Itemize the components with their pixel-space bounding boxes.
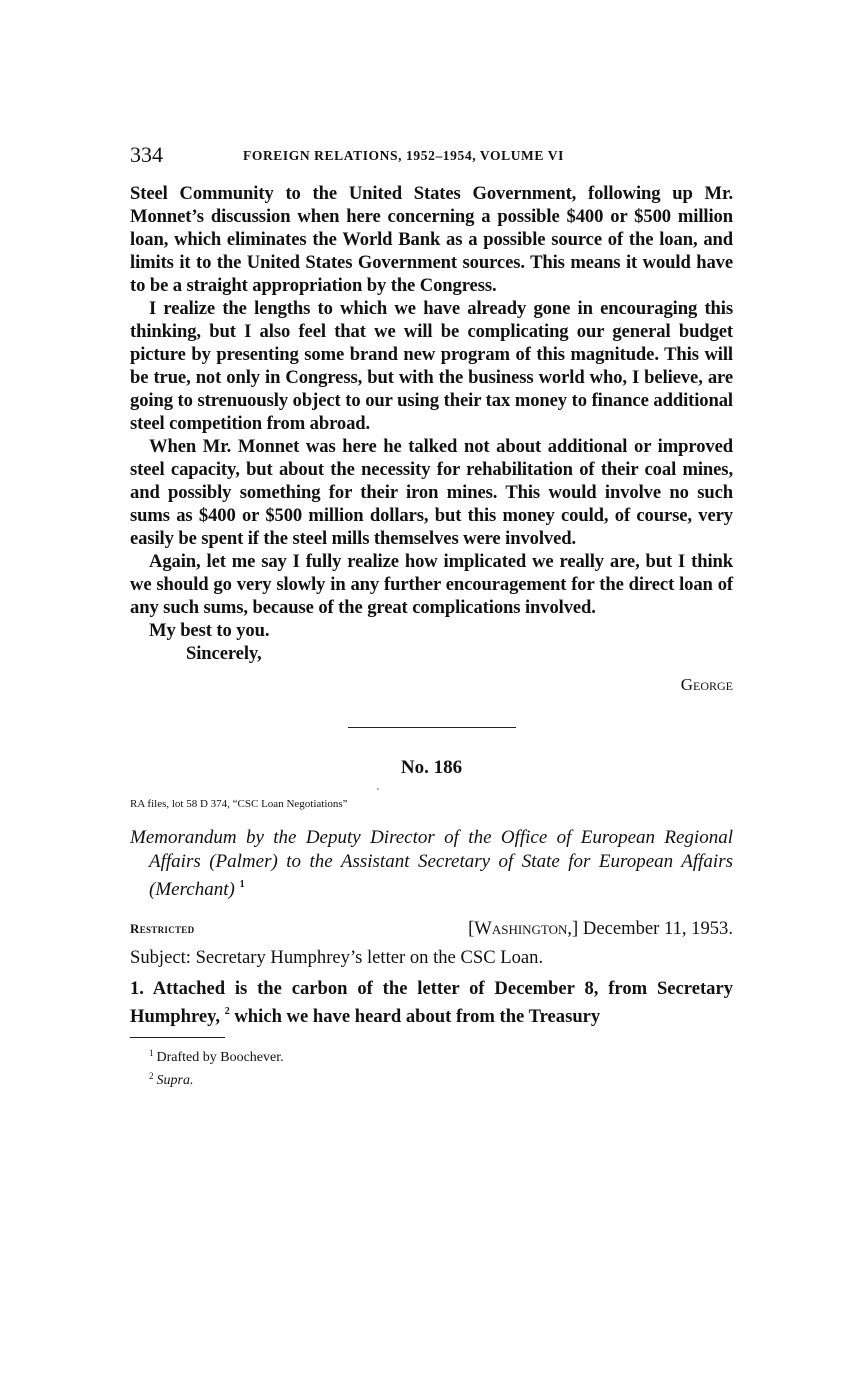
document-number: No. 186: [400, 757, 463, 778]
document-page: [130, 140, 733, 1090]
footnote-number: 1: [149, 1047, 154, 1058]
footnote-rule: [130, 1037, 225, 1038]
footnote-text: Drafted by Boochever.: [156, 1049, 284, 1065]
footnote-ref-1: 1: [239, 879, 245, 890]
letter-paragraph: I realize the lengths to which we have already gone in encouraging this thinking, but I also feel that we will be complicating our general budget picture by presenting some brand new program of this magnitude. This will be true, not only in Congress, but with the business world who, I believe, are going to strenuously object to our using their tax money to finance additional steel competition from abroad.: [130, 298, 733, 434]
print-speck: [377, 788, 379, 790]
subject-line: Subject: Secretary Humphrey’s letter on the CSC Loan.: [130, 946, 544, 968]
memo-paragraph-1: [130, 977, 733, 1028]
letter-body: [130, 182, 733, 665]
footnote-number: 2: [149, 1070, 154, 1081]
signature: George: [680, 675, 733, 694]
classification-label: Restricted: [130, 920, 195, 936]
dateline: [130, 918, 733, 942]
document-title: [130, 826, 733, 902]
source-note: RA files, lot 58 D 374, “CSC Loan Negotiations”: [130, 798, 348, 810]
footnote-ref-2: 2: [224, 1005, 230, 1017]
letter-paragraph: When Mr. Monnet was here he talked not about additional or improved steel capacity, but about the necessity for rehabilitation of their coal mines, and possibly something for their iron mines. This would involve no such sums as $400 or $500 million dollars, but this money could, of course, very easily be spent if the steel mills themselves were involved.: [130, 436, 733, 549]
footnote: [149, 1067, 733, 1090]
page-header: [130, 140, 733, 170]
memo-paragraph-text: 1. Attached is the carbon of the letter of December 8, from Secretary Humphrey,: [130, 977, 733, 1027]
letter-paragraph: Again, let me say I fully realize how implicated we really are, but I think we should go very slowly in any further encouragement for the direct loan of any such sums, because of the great complications involved.: [130, 551, 733, 618]
footnotes: [130, 1044, 733, 1090]
letter-closing: My best to you.: [149, 620, 270, 641]
memo-paragraph-text-cont: which we have heard about from the Treasury: [229, 1005, 601, 1027]
section-divider: [348, 727, 516, 728]
document-title-text: Memorandum by the Deputy Director of the Office of European Regional Affairs (Palmer) to the Assistant Secretary of State for European Affairs (Merchant): [130, 827, 733, 900]
letter-valediction: Sincerely,: [186, 643, 262, 664]
place: [Washington,]: [468, 917, 579, 939]
page-number: 334: [130, 142, 163, 167]
footnote: [149, 1044, 733, 1067]
letter-paragraph: Steel Community to the United States Government, following up Mr. Monnet’s discussion when here concerning a possible $400 or $500 million loan, which eliminates the World Bank as a possible source of the loan, and limits it to the United States Government sources. This means it would have to be a straight appropriation by the Congress.: [130, 183, 733, 296]
running-head: FOREIGN RELATIONS, 1952–1954, VOLUME VI: [243, 148, 564, 163]
place-date: [468, 918, 733, 940]
date: December 11, 1953.: [582, 917, 733, 939]
footnote-text: Supra.: [156, 1072, 194, 1088]
